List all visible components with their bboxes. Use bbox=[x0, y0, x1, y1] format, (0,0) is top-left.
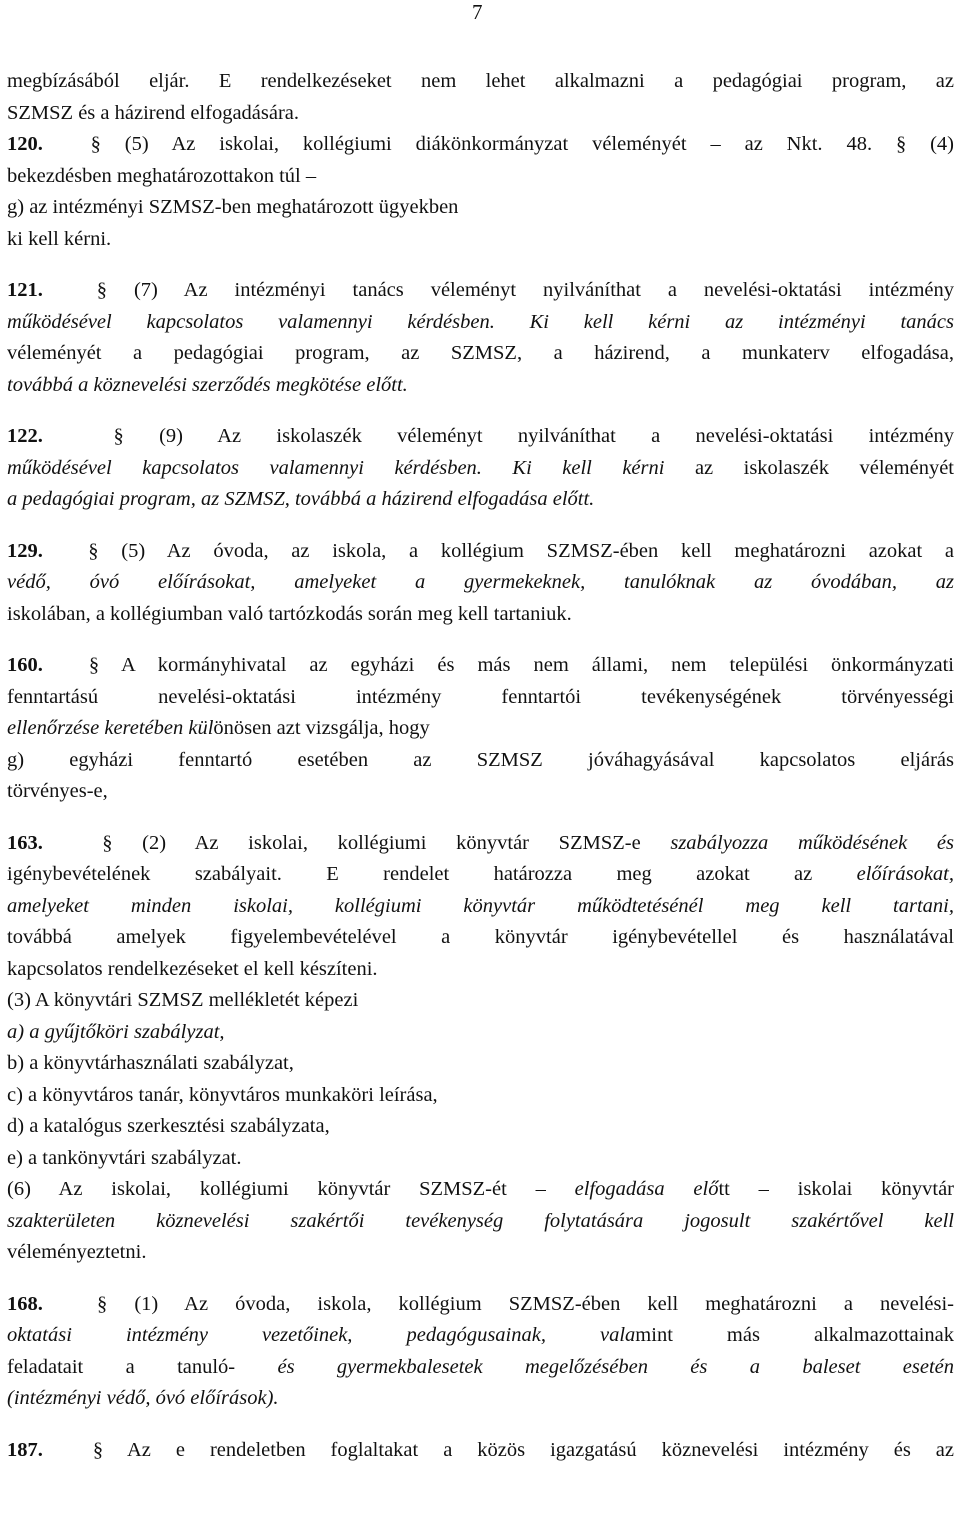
text-line bbox=[7, 453, 954, 485]
paragraph-continuation bbox=[7, 66, 954, 129]
text-line: d) a katalógus szerkesztési szabályzata, bbox=[7, 1115, 330, 1137]
text-line bbox=[7, 567, 954, 599]
section-number: 122. bbox=[7, 425, 43, 447]
text-line bbox=[7, 484, 954, 516]
text-line bbox=[7, 275, 954, 307]
text-line: g) egyházi fenntartó esetében az SZMSZ jóváhagyásával kapcsolatos eljárás bbox=[7, 748, 954, 771]
section-number: 121. bbox=[7, 279, 43, 301]
text-line: c) a könyvtáros tanár, könyvtáros munkaköri leírása, bbox=[7, 1083, 438, 1106]
italic-text: szakterületen köznevelési szakértői tevékenység folytatására jogosult szakértővel kell bbox=[7, 1209, 954, 1232]
section-number: 120. bbox=[7, 133, 43, 155]
section-number: 129. bbox=[7, 539, 43, 562]
text-line bbox=[7, 1352, 954, 1384]
text-line: ki kell kérni. bbox=[7, 227, 112, 250]
paragraph-121 bbox=[7, 275, 954, 401]
section-text: (1) Az óvoda, iskola, kollégium SZMSZ-ében kell meghatározni a nevelési- bbox=[134, 1292, 954, 1315]
spacer bbox=[7, 255, 954, 275]
section-text: (5) Az óvoda, az iskola, a kollégium SZMSZ-ében kell meghatározni azokat a bbox=[121, 539, 954, 562]
plain-text: tt – iskolai könyvtár bbox=[718, 1178, 954, 1200]
text-line bbox=[7, 1174, 954, 1206]
spacer bbox=[7, 1269, 954, 1289]
italic-text: és gyermekbalesetek megelőzésében és a baleset esetén bbox=[235, 1355, 954, 1378]
text-line: véleményeztetni. bbox=[7, 1241, 147, 1263]
italic-text: védő, óvó előírásokat, amelyeket a gyermekeknek, tanulóknak az óvodában, az bbox=[7, 571, 954, 593]
paragraph-120 bbox=[7, 129, 954, 255]
italic-text: amelyeket minden iskolai, kollégiumi könyvtár működtetésénél meg kell tartani, bbox=[7, 894, 954, 917]
section-text: (9) Az iskolaszék véleményt nyilváníthat a nevelési-oktatási intézmény bbox=[159, 425, 954, 447]
paragraph-122 bbox=[7, 421, 954, 516]
text-line: bekezdésben meghatározottakon túl – bbox=[7, 164, 317, 187]
plain-text: az iskolaszék véleményét bbox=[664, 456, 954, 479]
spacer bbox=[7, 630, 954, 650]
text-line bbox=[7, 891, 954, 923]
text-line bbox=[7, 1017, 954, 1049]
italic-text: (intézményi védő, óvó előírások). bbox=[7, 1387, 279, 1409]
text-line: e) a tankönyvtári szabályzat. bbox=[7, 1146, 242, 1169]
section-sign: § bbox=[97, 1292, 108, 1315]
text-line bbox=[7, 1383, 954, 1415]
plain-text: mint más alkalmazottainak bbox=[635, 1324, 954, 1346]
section-sign: § bbox=[113, 425, 124, 447]
section-text: (7) Az intézményi tanács véleményt nyilváníthat a nevelési-oktatási intézmény bbox=[133, 279, 955, 301]
section-text: Az e rendeletben foglaltakat a közös igazgatású köznevelési intézmény és az bbox=[126, 1438, 954, 1461]
spacer bbox=[7, 516, 954, 536]
text-line bbox=[7, 536, 954, 568]
text-line: továbbá amelyek figyelembevételével a könyvtár igénybevétellel és használatával bbox=[7, 926, 954, 948]
text-line bbox=[7, 129, 954, 161]
text-line: (3) A könyvtári SZMSZ mellékletét képezi bbox=[7, 989, 359, 1011]
plain-text: igénybevételének szabályait. E rendelet határozza meg azokat az bbox=[7, 863, 857, 885]
text-line bbox=[7, 1320, 954, 1352]
paragraph-187 bbox=[7, 1435, 954, 1467]
section-text: (5) Az iskolai, kollégiumi diákönkormányzat véleményét – az Nkt. 48. § (4) bbox=[124, 133, 955, 155]
italic-text: működésével kapcsolatos valamennyi kérdésben. Ki kell kérni bbox=[7, 456, 665, 479]
italic-text: ellenőrzése keretében kül bbox=[7, 717, 214, 739]
section-number: 187. bbox=[7, 1438, 43, 1461]
section-sign: § bbox=[102, 831, 113, 854]
spacer bbox=[7, 401, 954, 421]
text-line bbox=[7, 859, 954, 891]
section-number: 160. bbox=[7, 654, 43, 676]
italic-text: Ki kell kérni az intézményi tanács bbox=[494, 310, 954, 333]
text-line: g) az intézményi SZMSZ-ben meghatározott ügyekben bbox=[7, 196, 459, 218]
document-body bbox=[7, 66, 954, 1466]
italic-text: működésével kapcsolatos valamennyi kérdésben. bbox=[7, 310, 495, 333]
italic-text: elfogadása elő bbox=[574, 1178, 719, 1200]
text-line: kapcsolatos rendelkezéseket el kell készíteni. bbox=[7, 957, 378, 980]
plain-text: feladatait a tanuló- bbox=[7, 1355, 236, 1378]
text-line: törvényes-e, bbox=[7, 780, 108, 802]
section-sign: § bbox=[92, 1438, 104, 1461]
section-number: 163. bbox=[7, 831, 43, 854]
text-line bbox=[7, 1289, 954, 1321]
italic-text: oktatási intézmény vezetőinek, pedagógusainak, vala bbox=[7, 1324, 636, 1346]
italic-text: a) a gyűjtőköri szabályzat, bbox=[7, 1020, 225, 1043]
section-text: A kormányhivatal az egyházi és más nem állami, nem települési önkormányzati bbox=[121, 654, 955, 676]
italic-text: a pedagógiai program, az SZMSZ, továbbá a házirend elfogadása előtt. bbox=[7, 488, 595, 510]
text-line: megbízásából eljár. E rendelkezéseket nem lehet alkalmazni a pedagógiai program, az bbox=[7, 70, 954, 92]
text-line bbox=[7, 1435, 954, 1467]
italic-text: szabályozza működésének és bbox=[640, 831, 954, 854]
text-line bbox=[7, 370, 954, 402]
text-line: iskolában, a kollégiumban való tartózkodás során meg kell tartaniuk. bbox=[7, 602, 572, 625]
paragraph-168 bbox=[7, 1289, 954, 1415]
section-sign: § bbox=[88, 654, 100, 676]
plain-text: önösen azt vizsgálja, hogy bbox=[213, 717, 430, 739]
text-line: SZMSZ és a házirend elfogadására. bbox=[7, 101, 300, 124]
page-number: 7 bbox=[472, 0, 483, 24]
section-number: 168. bbox=[7, 1292, 43, 1315]
text-line bbox=[7, 1206, 954, 1238]
paragraph-163 bbox=[7, 828, 954, 1269]
text-line: b) a könyvtárhasználati szabályzat, bbox=[7, 1052, 294, 1074]
text-line bbox=[7, 307, 954, 339]
section-sign: § bbox=[88, 539, 99, 562]
text-line: véleményét a pedagógiai program, az SZMSZ, a házirend, a munkaterv elfogadása, bbox=[7, 342, 954, 364]
text-line: fenntartású nevelési-oktatási intézmény fenntartói tevékenységének törvényességi bbox=[7, 685, 954, 708]
section-sign: § bbox=[96, 279, 108, 301]
section-sign: § bbox=[90, 133, 101, 155]
text-line bbox=[7, 828, 954, 860]
text-line bbox=[7, 713, 954, 745]
section-text: (2) Az iskolai, kollégiumi könyvtár SZMSZ-e bbox=[142, 831, 641, 854]
text-line bbox=[7, 421, 954, 453]
text-line bbox=[7, 650, 954, 682]
spacer bbox=[7, 808, 954, 828]
plain-text: (6) Az iskolai, kollégiumi könyvtár SZMSZ-ét – bbox=[7, 1178, 575, 1200]
italic-text: előírásokat, bbox=[856, 863, 954, 885]
paragraph-129 bbox=[7, 536, 954, 631]
italic-text: továbbá a köznevelési szerződés megkötése előtt. bbox=[7, 373, 408, 396]
spacer bbox=[7, 1415, 954, 1435]
paragraph-160 bbox=[7, 650, 954, 808]
